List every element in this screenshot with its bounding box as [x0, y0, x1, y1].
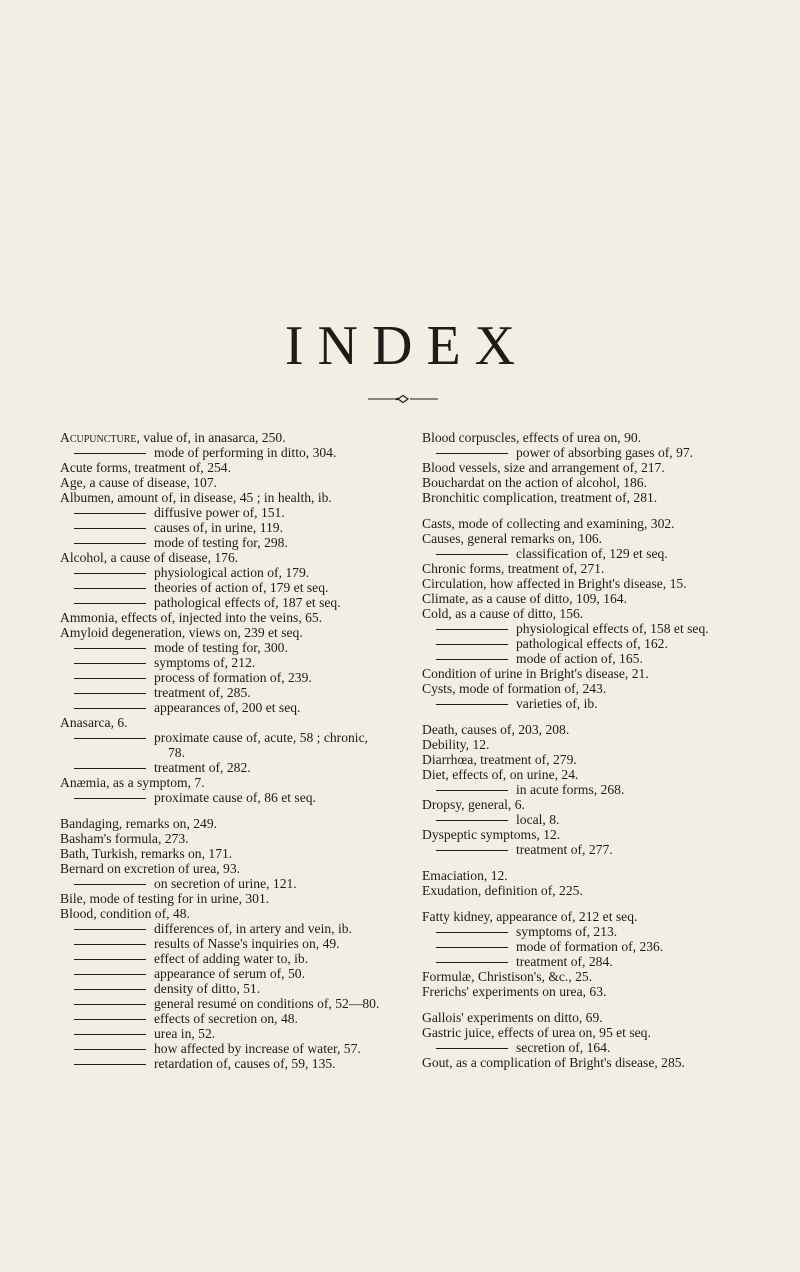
ditto-rule [74, 708, 146, 709]
ditto-rule [436, 790, 508, 791]
index-entry [60, 430, 388, 445]
index-subentry-text: pathological effects of, 187 et seq. [154, 595, 341, 610]
ditto-rule [436, 704, 508, 705]
ditto-rule [436, 850, 508, 851]
index-entry-text: Acute forms, treatment of, 254. [60, 460, 232, 475]
index-entry [60, 475, 388, 490]
index-entry-text: Dropsy, general, 6. [422, 797, 525, 812]
index-entry [422, 969, 757, 984]
ditto-rule [74, 974, 146, 975]
index-subentry-text: effects of secretion on, 48. [154, 1011, 298, 1026]
index-entry [422, 868, 757, 883]
index-subentry [60, 936, 388, 951]
ditto-rule [436, 629, 508, 630]
index-subentry [60, 730, 388, 760]
index-subentry-text: general resumé on conditions of, 52—80. [154, 996, 380, 1011]
index-entry-text: Bath, Turkish, remarks on, 171. [60, 846, 233, 861]
index-subentry-text: physiological effects of, 158 et seq. [516, 621, 709, 636]
index-subentry [422, 842, 757, 857]
ditto-rule [74, 573, 146, 574]
index-subentry [60, 445, 388, 460]
index-subentry [60, 760, 388, 775]
index-subentry-text: pathological effects of, 162. [516, 636, 668, 651]
page-title: INDEX [284, 315, 530, 377]
index-entry-text: Emaciation, 12. [422, 868, 508, 883]
section-gap [422, 505, 757, 516]
index-subentry-text: treatment of, 277. [516, 842, 613, 857]
index-subentry-text: retardation of, causes of, 59, 135. [154, 1056, 336, 1071]
ditto-rule [436, 932, 508, 933]
index-subentry-text: mode of testing for, 298. [154, 535, 288, 550]
index-entry-text: Gallois' experiments on ditto, 69. [422, 1010, 603, 1025]
index-subentry [60, 996, 388, 1011]
index-entry [422, 883, 757, 898]
index-subentry-text: treatment of, 282. [154, 760, 251, 775]
index-entry-text: Bile, mode of testing for in urine, 301. [60, 891, 270, 906]
ditto-rule [74, 693, 146, 694]
index-subentry [60, 1026, 388, 1041]
index-subentry [60, 966, 388, 981]
ditto-rule [74, 738, 146, 739]
index-entry [60, 715, 388, 730]
section-gap [422, 999, 757, 1010]
index-entry [60, 550, 388, 565]
index-entry-text: Ammonia, effects of, injected into the veins, 65. [60, 610, 323, 625]
ditto-rule [436, 644, 508, 645]
ditto-rule [74, 929, 146, 930]
index-entry-text: Cysts, mode of formation of, 243. [422, 681, 607, 696]
index-entry-text: Bronchitic complication, treatment of, 281. [422, 490, 658, 505]
index-entry [60, 460, 388, 475]
index-subentry-text: effect of adding water to, ib. [154, 951, 309, 966]
index-subentry-text: differences of, in artery and vein, ib. [154, 921, 352, 936]
index-subentry [60, 981, 388, 996]
index-subentry-text: urea in, 52. [154, 1026, 216, 1041]
index-entry-text: Diarrhœa, treatment of, 279. [422, 752, 577, 767]
index-entry [422, 516, 757, 531]
ditto-rule [74, 1004, 146, 1005]
ditto-rule [74, 1019, 146, 1020]
ditto-rule [74, 543, 146, 544]
index-entry [60, 490, 388, 505]
index-entry-text: Chronic forms, treatment of, 271. [422, 561, 605, 576]
ditto-rule [74, 663, 146, 664]
index-subentry-text: diffusive power of, 151. [154, 505, 285, 520]
index-subentry-text: in acute forms, 268. [516, 782, 625, 797]
section-gap [422, 711, 757, 722]
index-entry-text: Climate, as a cause of ditto, 109, 164. [422, 591, 627, 606]
index-subentry [422, 696, 757, 711]
index-entry-text: Basham's formula, 273. [60, 831, 189, 846]
index-subentry [60, 655, 388, 670]
index-entry-text: Causes, general remarks on, 106. [422, 531, 603, 546]
section-gap [422, 857, 757, 868]
index-entry-text: Circulation, how affected in Bright's disease, 15. [422, 576, 687, 591]
index-entry-text: Dyspeptic symptoms, 12. [422, 827, 561, 842]
index-entry [422, 591, 757, 606]
index-subentry-text: results of Nasse's inquiries on, 49. [154, 936, 340, 951]
index-subentry-text: mode of testing for, 300. [154, 640, 288, 655]
index-subentry [422, 939, 757, 954]
index-entry-text: Blood corpuscles, effects of urea on, 90. [422, 430, 642, 445]
index-entry [422, 576, 757, 591]
index-entry [422, 722, 757, 737]
ditto-rule [74, 884, 146, 885]
index-subentry [60, 565, 388, 580]
index-subentry [60, 951, 388, 966]
index-column-right [422, 430, 757, 1070]
index-entry [422, 460, 757, 475]
index-entry [60, 831, 388, 846]
index-entry-text: Anæmia, as a symptom, 7. [60, 775, 205, 790]
ditto-rule [436, 1048, 508, 1049]
index-entry-text: Anasarca, 6. [60, 715, 128, 730]
index-entry-text: , value of, in anasarca, 250. [136, 430, 286, 445]
index-entry-text: Age, a cause of disease, 107. [60, 475, 218, 490]
index-subentry [422, 1040, 757, 1055]
index-subentry [60, 685, 388, 700]
index-subentry-text: process of formation of, 239. [154, 670, 312, 685]
index-entry [422, 490, 757, 505]
ditto-rule [74, 1034, 146, 1035]
index-entry-text: Diet, effects of, on urine, 24. [422, 767, 579, 782]
index-entry-text: Blood, condition of, 48. [60, 906, 190, 921]
index-entry-text: Amyloid degeneration, views on, 239 et seq. [60, 625, 303, 640]
index-entry-text: Bernard on excretion of urea, 93. [60, 861, 241, 876]
index-subentry-text: theories of action of, 179 et seq. [154, 580, 329, 595]
index-subentry-text: secretion of, 164. [516, 1040, 611, 1055]
ditto-rule [74, 678, 146, 679]
index-entry-text: Exudation, definition of, 225. [422, 883, 583, 898]
index-entry [60, 610, 388, 625]
ditto-rule [74, 959, 146, 960]
index-subentry-text: causes of, in urine, 119. [154, 520, 283, 535]
index-entry-text: Frerichs' experiments on urea, 63. [422, 984, 607, 999]
index-entry-text: Cold, as a cause of ditto, 156. [422, 606, 584, 621]
ditto-rule [436, 820, 508, 821]
ditto-rule [436, 659, 508, 660]
index-subentry-text: how affected by increase of water, 57. [154, 1041, 361, 1056]
ditto-rule [74, 528, 146, 529]
index-entry [60, 906, 388, 921]
index-subentry [422, 621, 757, 636]
ditto-rule [74, 1049, 146, 1050]
index-entry [422, 827, 757, 842]
index-subentry-text: appearances of, 200 et seq. [154, 700, 301, 715]
index-subentry [60, 876, 388, 891]
index-entry-text: Blood vessels, size and arrangement of, 217. [422, 460, 665, 475]
ditto-rule [74, 453, 146, 454]
index-subentry [60, 595, 388, 610]
index-subentry-text: treatment of, 284. [516, 954, 613, 969]
index-entry-text: Albumen, amount of, in disease, 45 ; in health, ib. [60, 490, 332, 505]
index-subentry [60, 1056, 388, 1071]
ditto-rule [74, 588, 146, 589]
index-entry-text: Death, causes of, 203, 208. [422, 722, 570, 737]
index-subentry-text: on secretion of urine, 121. [154, 876, 297, 891]
index-entry-text: Bandaging, remarks on, 249. [60, 816, 218, 831]
index-entry-text: Bouchardat on the action of alcohol, 186. [422, 475, 647, 490]
index-subentry [60, 670, 388, 685]
index-entry [422, 561, 757, 576]
index-subentry-text: appearance of serum of, 50. [154, 966, 305, 981]
index-subentry [422, 812, 757, 827]
section-gap [60, 805, 388, 816]
index-subentry [60, 1011, 388, 1026]
index-entry [422, 1055, 757, 1070]
index-entry [422, 909, 757, 924]
index-subentry-text: physiological action of, 179. [154, 565, 310, 580]
index-subentry [60, 535, 388, 550]
index-entry [422, 984, 757, 999]
index-subentry [60, 520, 388, 535]
index-entry [422, 1010, 757, 1025]
index-entry-text: Gout, as a complication of Bright's disease, 285. [422, 1055, 685, 1070]
index-entry [422, 475, 757, 490]
index-entry-text: Fatty kidney, appearance of, 212 et seq. [422, 909, 638, 924]
index-entry [422, 666, 757, 681]
index-subentry-text: mode of performing in ditto, 304. [154, 445, 337, 460]
index-subentry-text: local, 8. [516, 812, 560, 827]
index-subentry [422, 445, 757, 460]
index-entry-heading: Acupuncture [60, 430, 137, 445]
index-subentry [60, 700, 388, 715]
index-subentry [60, 790, 388, 805]
index-subentry-text: proximate cause of, 86 et seq. [154, 790, 316, 805]
ditto-rule [74, 768, 146, 769]
ditto-rule [74, 798, 146, 799]
index-entry [60, 846, 388, 861]
index-entry [422, 752, 757, 767]
index-subentry [60, 505, 388, 520]
ditto-rule [436, 453, 508, 454]
index-entry [422, 797, 757, 812]
index-subentry [422, 782, 757, 797]
index-subentry-text: proximate cause of, acute, 58 ; chronic, 78. [154, 730, 369, 760]
ditto-rule [74, 944, 146, 945]
index-entry-text: Alcohol, a cause of disease, 176. [60, 550, 239, 565]
index-entry-text: Gastric juice, effects of urea on, 95 et seq. [422, 1025, 651, 1040]
index-subentry-text: mode of action of, 165. [516, 651, 643, 666]
index-entry-text: Formulæ, Christison's, &c., 25. [422, 969, 593, 984]
index-entry [60, 816, 388, 831]
index-subentry [422, 636, 757, 651]
ditto-rule [74, 989, 146, 990]
index-subentry [60, 1041, 388, 1056]
ornament-divider [368, 394, 438, 404]
index-entry [422, 430, 757, 445]
index-entry [422, 767, 757, 782]
index-subentry-text: power of absorbing gases of, 97. [516, 445, 694, 460]
index-subentry [422, 924, 757, 939]
index-subentry-text: classification of, 129 et seq. [516, 546, 668, 561]
index-subentry [422, 954, 757, 969]
index-entry [60, 891, 388, 906]
index-entry [60, 775, 388, 790]
index-entry [422, 737, 757, 752]
index-subentry [422, 546, 757, 561]
ditto-rule [436, 962, 508, 963]
index-subentry-text: symptoms of, 213. [516, 924, 618, 939]
index-subentry-text: mode of formation of, 236. [516, 939, 664, 954]
ditto-rule [74, 513, 146, 514]
section-gap [422, 898, 757, 909]
index-subentry [60, 640, 388, 655]
index-entry [422, 1025, 757, 1040]
index-subentry-text: treatment of, 285. [154, 685, 251, 700]
index-entry [60, 861, 388, 876]
index-entry [422, 606, 757, 621]
index-subentry [60, 580, 388, 595]
ditto-rule [74, 648, 146, 649]
ditto-rule [74, 603, 146, 604]
ditto-rule [436, 554, 508, 555]
index-entry [422, 531, 757, 546]
index-subentry [422, 651, 757, 666]
index-entry [422, 681, 757, 696]
ditto-rule [436, 947, 508, 948]
index-entry-text: Debility, 12. [422, 737, 490, 752]
index-subentry-text: density of ditto, 51. [154, 981, 261, 996]
index-entry-text: Condition of urine in Bright's disease, 21. [422, 666, 649, 681]
index-subentry [60, 921, 388, 936]
ditto-rule [74, 1064, 146, 1065]
index-entry [60, 625, 388, 640]
index-entry-text: Casts, mode of collecting and examining, 302. [422, 516, 675, 531]
index-column-left [60, 430, 388, 1071]
index-subentry-text: symptoms of, 212. [154, 655, 256, 670]
index-subentry-text: varieties of, ib. [516, 696, 598, 711]
